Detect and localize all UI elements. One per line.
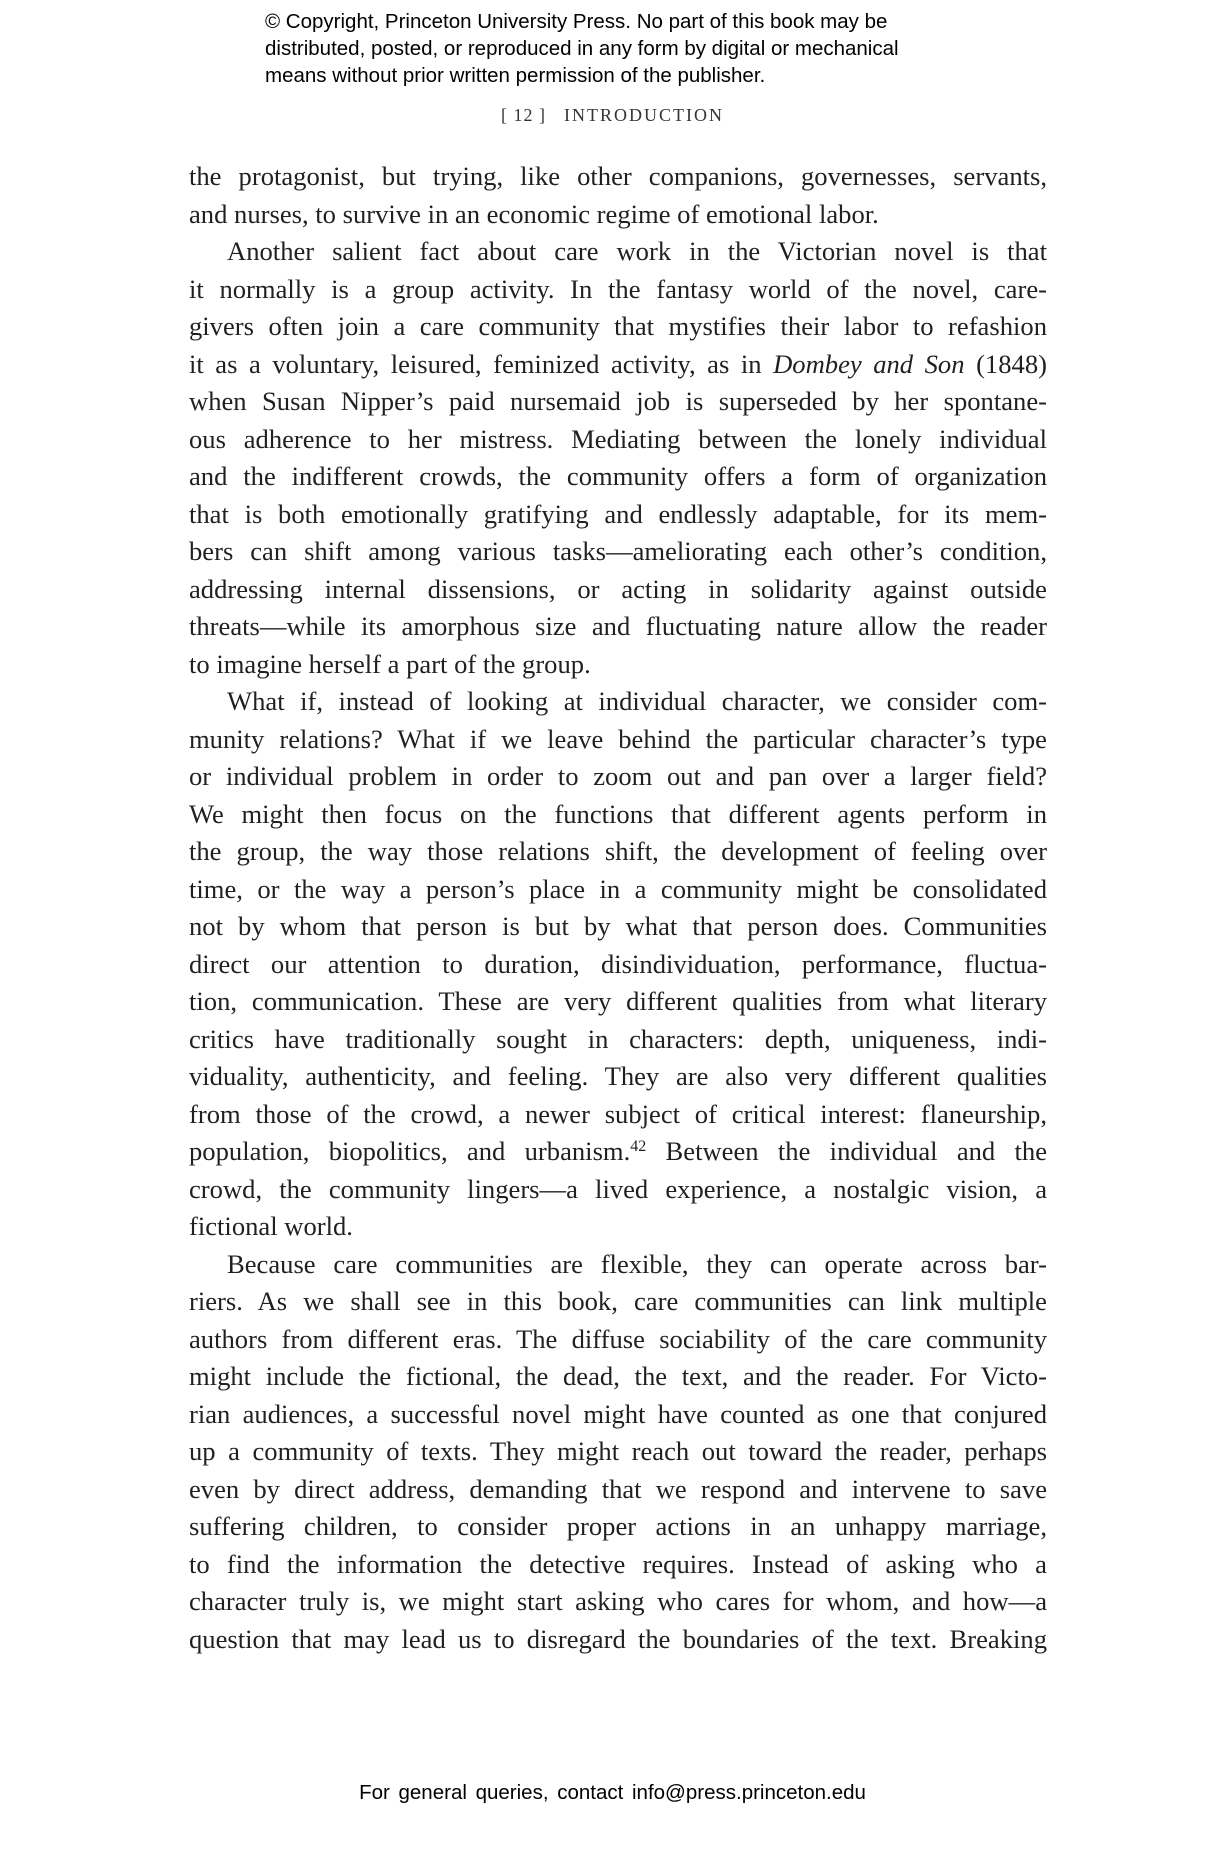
text-line: rian audiences, a successful novel might have counted as one that conjured <box>189 1398 1047 1429</box>
text-segment: population, biopolitics, and urbanism. <box>189 1136 631 1166</box>
text-line: ous adherence to her mistress. Mediating between the lonely individual <box>189 423 1047 454</box>
text-line: time, or the way a person’s place in a community might be consolidated <box>189 873 1047 904</box>
text-line: to find the information the detective requires. Instead of asking who a <box>189 1548 1047 1579</box>
copyright-notice <box>265 8 899 89</box>
text-line <box>189 1133 1047 1171</box>
footnote-ref: 42 <box>630 1138 647 1155</box>
text-line: munity relations? What if we leave behind the particular character’s type <box>189 723 1047 754</box>
text-line: character truly is, we might start asking who cares for whom, and how—a <box>189 1586 1047 1616</box>
text-line: and the indifferent crowds, the community offers a form of organization <box>189 461 1047 491</box>
text-segment: it as a voluntary, leisured, feminized activity, as in <box>189 348 774 379</box>
text-line: suffering children, to consider proper actions in an unhappy marriage, <box>189 1511 1047 1541</box>
copyright-line: © Copyright, Princeton University Press. No part of this book may be <box>265 10 888 33</box>
page-number: [ 12 ] <box>501 105 546 125</box>
text-segment: Between the individual and the <box>646 1136 1048 1166</box>
chapter-title: INTRODUCTION <box>564 105 724 125</box>
text-line: viduality, authenticity, and feeling. They are also very different qualities <box>189 1061 1047 1091</box>
text-line: authors from different eras. The diffuse sociability of the care community <box>189 1323 1047 1354</box>
text-line: Another salient fact about care work in the Victorian novel is that <box>227 236 1047 266</box>
copyright-line: distributed, posted, or reproduced in any form by digital or mechanical <box>265 37 899 60</box>
paragraph <box>189 1246 1047 1659</box>
text-line: We might then focus on the functions that different agents perform in <box>189 798 1047 829</box>
text-line: the group, the way those relations shift, the development of feeling over <box>189 836 1047 866</box>
text-line: or individual problem in order to zoom out and pan over a larger field? <box>189 761 1047 791</box>
text-line: question that may lead us to disregard the boundaries of the text. Breaking <box>189 1623 1047 1654</box>
text-line: addressing internal dissensions, or acting in solidarity against outside <box>189 573 1047 604</box>
text-line <box>189 346 1047 384</box>
text-line: and nurses, to survive in an economic regime of emotional labor. <box>189 198 879 229</box>
text-line: What if, instead of looking at individual character, we consider com- <box>227 686 1047 716</box>
copyright-line: means without prior written permission of the publisher. <box>265 64 766 87</box>
text-line: that is both emotionally gratifying and endlessly adaptable, for its mem- <box>189 498 1047 529</box>
footer-contact: For general queries, contact info@press.princeton.edu <box>359 1781 866 1804</box>
text-segment: (1848) <box>964 348 1047 379</box>
text-line: tion, communication. These are very different qualities from what literary <box>189 986 1047 1016</box>
body-text <box>189 158 1047 1658</box>
text-line: from those of the crowd, a newer subject of critical interest: flaneurship, <box>189 1098 1047 1129</box>
text-line: crowd, the community lingers—a lived experience, a nostalgic vision, a <box>189 1173 1047 1204</box>
text-line: to imagine herself a part of the group. <box>189 648 591 679</box>
text-line: threats—while its amorphous size and fluctuating nature allow the reader <box>189 611 1047 641</box>
paragraph <box>189 683 1047 1246</box>
text-line: fictional world. <box>189 1211 353 1241</box>
paragraph <box>189 158 1047 233</box>
paragraph <box>189 233 1047 683</box>
text-line: direct our attention to duration, disindividuation, performance, fluctua- <box>189 948 1047 979</box>
text-line: when Susan Nipper’s paid nursemaid job is superseded by her spontane- <box>189 386 1047 416</box>
text-line: not by whom that person is but by what that person does. Communities <box>189 911 1047 941</box>
text-line: bers can shift among various tasks—ameliorating each other’s condition, <box>189 536 1047 566</box>
text-line: riers. As we shall see in this book, care communities can link multiple <box>189 1286 1047 1316</box>
text-line: givers often join a care community that mystifies their labor to refashion <box>189 311 1047 341</box>
text-line: even by direct address, demanding that we respond and intervene to save <box>189 1473 1047 1504</box>
text-line: might include the fictional, the dead, the text, and the reader. For Victo- <box>189 1361 1047 1391</box>
text-line: critics have traditionally sought in characters: depth, uniqueness, indi- <box>189 1023 1047 1054</box>
italic-title: Dombey and Son <box>773 348 965 379</box>
running-head <box>0 105 1225 126</box>
text-line: the protagonist, but trying, like other companions, governesses, servants, <box>189 161 1047 191</box>
text-line: it normally is a group activity. In the fantasy world of the novel, care- <box>189 273 1047 304</box>
text-line: up a community of texts. They might reach out toward the reader, perhaps <box>189 1436 1047 1466</box>
text-line: Because care communities are flexible, they can operate across bar- <box>227 1248 1047 1279</box>
